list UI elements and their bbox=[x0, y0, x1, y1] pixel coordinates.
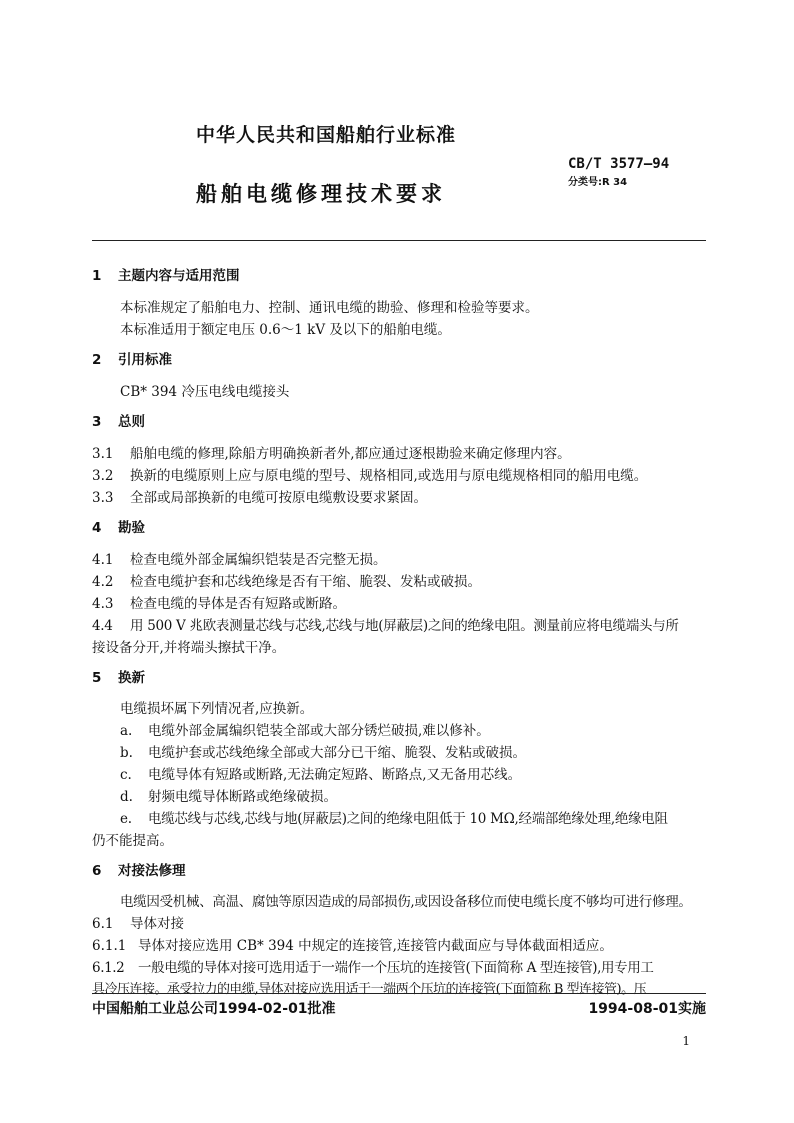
clause bbox=[92, 486, 427, 506]
page-number: 1 bbox=[682, 1034, 690, 1048]
section-number: 6 bbox=[92, 863, 102, 879]
section-number: 1 bbox=[92, 268, 102, 284]
section-title: 勘验 bbox=[118, 520, 145, 536]
list-label: e. bbox=[120, 811, 132, 827]
section-number: 4 bbox=[92, 520, 102, 536]
document-title: 船舶电缆修理技术要求 bbox=[196, 182, 446, 206]
clause-text: 一般电缆的导体对接可选用适于一端作一个压坑的连接管(下面简称 A 型连接管),用专用工 bbox=[138, 960, 654, 976]
clause bbox=[92, 956, 653, 976]
list-label: b. bbox=[120, 745, 133, 761]
clause bbox=[92, 570, 481, 590]
section-2-heading bbox=[92, 348, 172, 368]
clause-number: 3.1 bbox=[92, 446, 114, 462]
classification-number: 分类号:R 34 bbox=[568, 177, 628, 188]
clause-number: 3.2 bbox=[92, 468, 114, 484]
industry-standard-title: 中华人民共和国船舶行业标准 bbox=[196, 124, 457, 146]
paragraph: 本标准规定了船舶电力、控制、通讯电缆的勘验、修理和检验等要求。 bbox=[120, 300, 539, 316]
section-3-heading bbox=[92, 410, 145, 430]
standard-code: CB/T 3577—94 bbox=[568, 156, 670, 172]
section-title: 换新 bbox=[118, 670, 145, 686]
paragraph: 本标准适用于额定电压 0.6～1 kV 及以下的船舶电缆。 bbox=[120, 322, 451, 338]
subsection-heading bbox=[92, 912, 184, 932]
list-item bbox=[120, 719, 490, 739]
section-title: 对接法修理 bbox=[118, 863, 186, 879]
clause bbox=[92, 464, 647, 484]
list-text: 电缆外部金属编织铠装全部或大部分锈烂破损,难以修补。 bbox=[148, 723, 490, 739]
clause-text: 检查电缆护套和芯线绝缘是否有干缩、脆裂、发粘或破损。 bbox=[130, 574, 481, 590]
clause-continuation: 接设备分开,并将端头擦拭干净。 bbox=[92, 640, 286, 656]
clause-number: 4.1 bbox=[92, 552, 114, 568]
clause bbox=[92, 442, 571, 462]
clause-text: 检查电缆外部金属编织铠装是否完整无损。 bbox=[130, 552, 387, 568]
section-5-heading bbox=[92, 666, 145, 686]
section-title: 引用标准 bbox=[118, 352, 172, 368]
list-item-continuation: 仍不能提高。 bbox=[92, 833, 173, 849]
clause-number: 3.3 bbox=[92, 490, 114, 506]
list-label: c. bbox=[120, 767, 132, 783]
list-item bbox=[120, 763, 521, 783]
section-number: 3 bbox=[92, 414, 102, 430]
clause-text: 船舶电缆的修理,除船方明确换新者外,都应通过逐根勘验来确定修理内容。 bbox=[130, 446, 571, 462]
list-text: 电缆导体有短路或断路,无法确定短路、断路点,又无备用芯线。 bbox=[148, 767, 522, 783]
clause-number: 6.1.1 bbox=[92, 938, 127, 954]
section-title: 主题内容与适用范围 bbox=[118, 268, 240, 284]
section-1-heading bbox=[92, 264, 240, 284]
list-item bbox=[120, 785, 337, 805]
clause-number: 6.1 bbox=[92, 916, 114, 932]
list-text: 电缆芯线与芯线,芯线与地(屏蔽层)之间的绝缘电阻低于 10 MΩ,经端部绝缘处理,绝缘电阻 bbox=[148, 811, 668, 827]
paragraph: 电缆因受机械、高温、腐蚀等原因造成的局部损伤,或因设备移位而使电缆长度不够均可进行修理。 bbox=[120, 894, 692, 910]
header-divider bbox=[92, 240, 706, 241]
clause-number: 4.4 bbox=[92, 618, 113, 634]
clause bbox=[92, 548, 387, 568]
reference-standard: CB* 394 冷压电线电缆接头 bbox=[120, 384, 290, 400]
list-text: 射频电缆导体断路或绝缘破损。 bbox=[148, 789, 337, 805]
clause-continuation: 具冷压连接。承受拉力的电缆,导体对接应选用适于一端两个压坑的连接管(下面简称 B 型连接管)。压 bbox=[92, 982, 647, 997]
section-number: 2 bbox=[92, 352, 102, 368]
footer-divider bbox=[92, 993, 706, 994]
list-label: a. bbox=[120, 723, 133, 739]
clause-text: 用 500 V 兆欧表测量芯线与芯线,芯线与地(屏蔽层)之间的绝缘电阻。测量前应将电缆端头与所 bbox=[130, 618, 679, 634]
section-6-heading bbox=[92, 859, 186, 879]
clause-text: 换新的电缆原则上应与原电缆的型号、规格相同,或选用与原电缆规格相同的船用电缆。 bbox=[130, 468, 648, 484]
list-item bbox=[120, 807, 668, 827]
clause-text: 检查电缆的导体是否有短路或断路。 bbox=[130, 596, 346, 612]
implementation-date: 1994-08-01实施 bbox=[588, 1001, 706, 1017]
list-label: d. bbox=[120, 789, 133, 805]
clause bbox=[92, 592, 346, 612]
list-item bbox=[120, 741, 526, 761]
clause-text: 全部或局部换新的电缆可按原电缆敷设要求紧固。 bbox=[130, 490, 427, 506]
section-4-heading bbox=[92, 516, 145, 536]
clause bbox=[92, 614, 679, 634]
clause-number: 6.1.2 bbox=[92, 960, 125, 976]
clause-text: 导体对接应选用 CB* 394 中规定的连接管,连接管内截面应与导体截面相适应。 bbox=[138, 938, 613, 954]
paragraph: 电缆损坏属下列情况者,应换新。 bbox=[120, 701, 314, 717]
clause-number: 4.3 bbox=[92, 596, 114, 612]
section-number: 5 bbox=[92, 670, 102, 686]
clause bbox=[92, 934, 613, 954]
approval-date: 中国船舶工业总公司1994-02-01批准 bbox=[92, 1001, 336, 1017]
clause-text: 导体对接 bbox=[130, 916, 184, 932]
clause-number: 4.2 bbox=[92, 574, 114, 590]
list-text: 电缆护套或芯线绝缘全部或大部分已干缩、脆裂、发粘或破损。 bbox=[148, 745, 526, 761]
section-title: 总则 bbox=[118, 414, 145, 430]
